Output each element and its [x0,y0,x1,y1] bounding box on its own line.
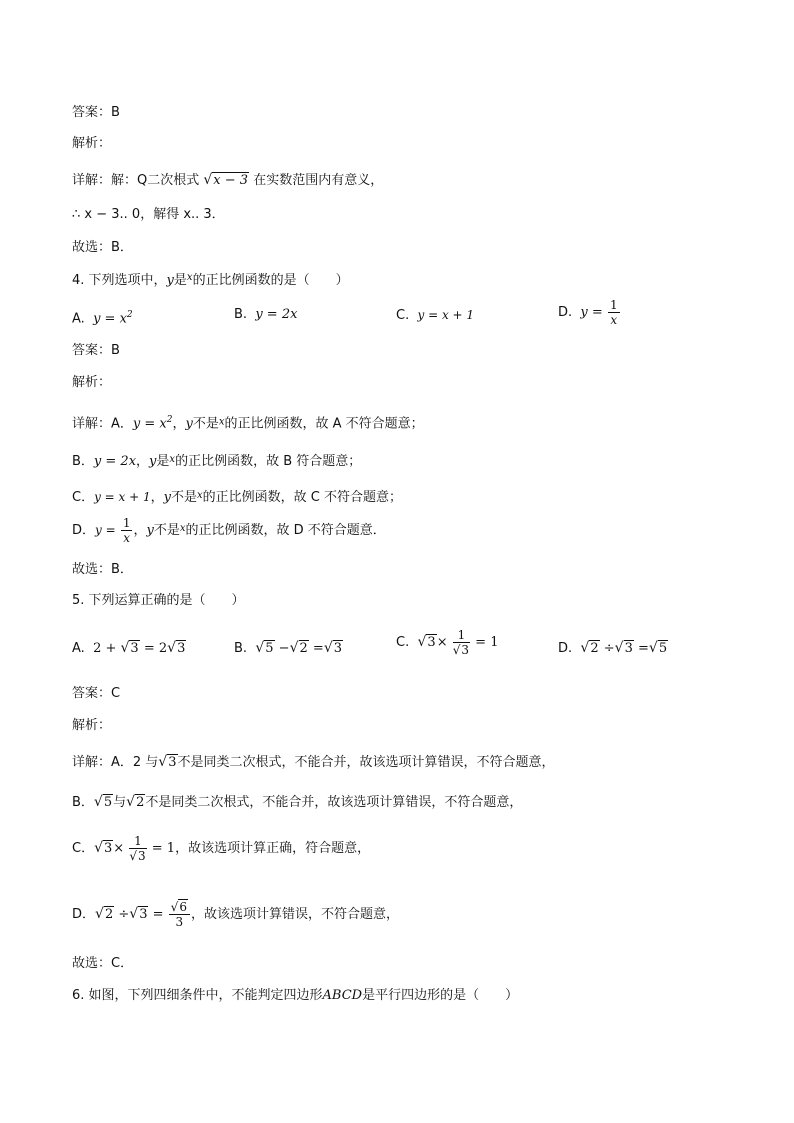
q4-detail-c: C．y = x + 1，y不是$^x$的正比例函数，故 C 不符合题意； [72,490,403,505]
q5-detail-c: C．√3× $\frac{1}{√3}$ = 1，故该选项计算正确，符合题意， [72,834,371,863]
q5-option-c: C. √3× $\frac{1}{√3}$ = 1 [396,628,499,657]
fraction: $\frac{1}{x}$ [609,298,618,327]
q4-option-d: D. y = $\frac{1}{x}$ [558,298,618,327]
q4-analysis: 解析： [72,375,112,390]
q4-choice: 故选：B． [72,562,133,577]
q4-option-c: C. y = x + 1 [396,308,475,323]
q4-detail-d: D．y = $\frac{1}{x}$ ，y不是$^x$的正比例函数，故 D 不符合题意． [72,516,386,545]
q3-step: ∴ x − 3.. 0，解得 x.. 3． [72,207,225,222]
q6-stem: 6. 如图，下列四细条件中，不能判定四边形ABCD是平行四边形的是（ ） [72,988,519,1003]
q5-detail-d: D．√2 ÷√3 = $\frac{√6}{3}$ ，故该选项计算错误，不符合题意， [72,900,399,929]
q4-detail-b: B．y = 2x，y是$^x$的正比例函数，故 B 符合题意； [72,454,362,469]
q5-choice: 故选：C． [72,956,134,971]
fraction: $\frac{√6}{3}$ [169,900,190,929]
q3-answer: 答案：B [72,105,120,120]
sqrt-expression: √x − 3 [203,172,249,188]
q5-answer: 答案：C [72,686,121,701]
q5-option-d: D. √2 ÷√3 =√5 [558,640,668,656]
q3-choice: 故选：B． [72,240,133,255]
fraction: $\frac{1}{√3}$ [452,628,470,657]
q5-stem: 5. 下列运算正确的是（ ） [72,593,245,608]
q4-detail-a: 详解：A．$y = x^2$，y不是$^x$的正比例函数，故 A 不符合题意； [72,415,424,432]
q4-option-a: A. $y = x^2$ [72,310,133,327]
q4-option-b: B. y = 2x [234,307,298,322]
q3-detail: 详解：解：Q二次根式 √x − 3 在实数范围内有意义， [72,170,383,191]
q5-analysis: 解析： [72,718,112,733]
q4-answer: 答案：B [72,343,120,358]
q4-stem: 4. 下列选项中，y是$^x$的正比例函数的是（ ） [72,272,349,288]
q5-option-b: B. √5 −√2 =√3 [234,640,343,656]
fraction: $\frac{1}{x}$ [122,516,131,545]
q5-detail-b: B．√5与√2不是同类二次根式，不能合并，故该选项计算错误，不符合题意， [72,794,523,810]
q3-analysis: 解析： [72,136,112,151]
q5-detail-a: 详解：A．2 与√3不是同类二次根式，不能合并，故该选项计算错误，不符合题意， [72,754,555,770]
q5-option-a: A. 2 + √3 = 2√3 [72,640,186,656]
fraction: $\frac{1}{√3}$ [129,834,146,863]
